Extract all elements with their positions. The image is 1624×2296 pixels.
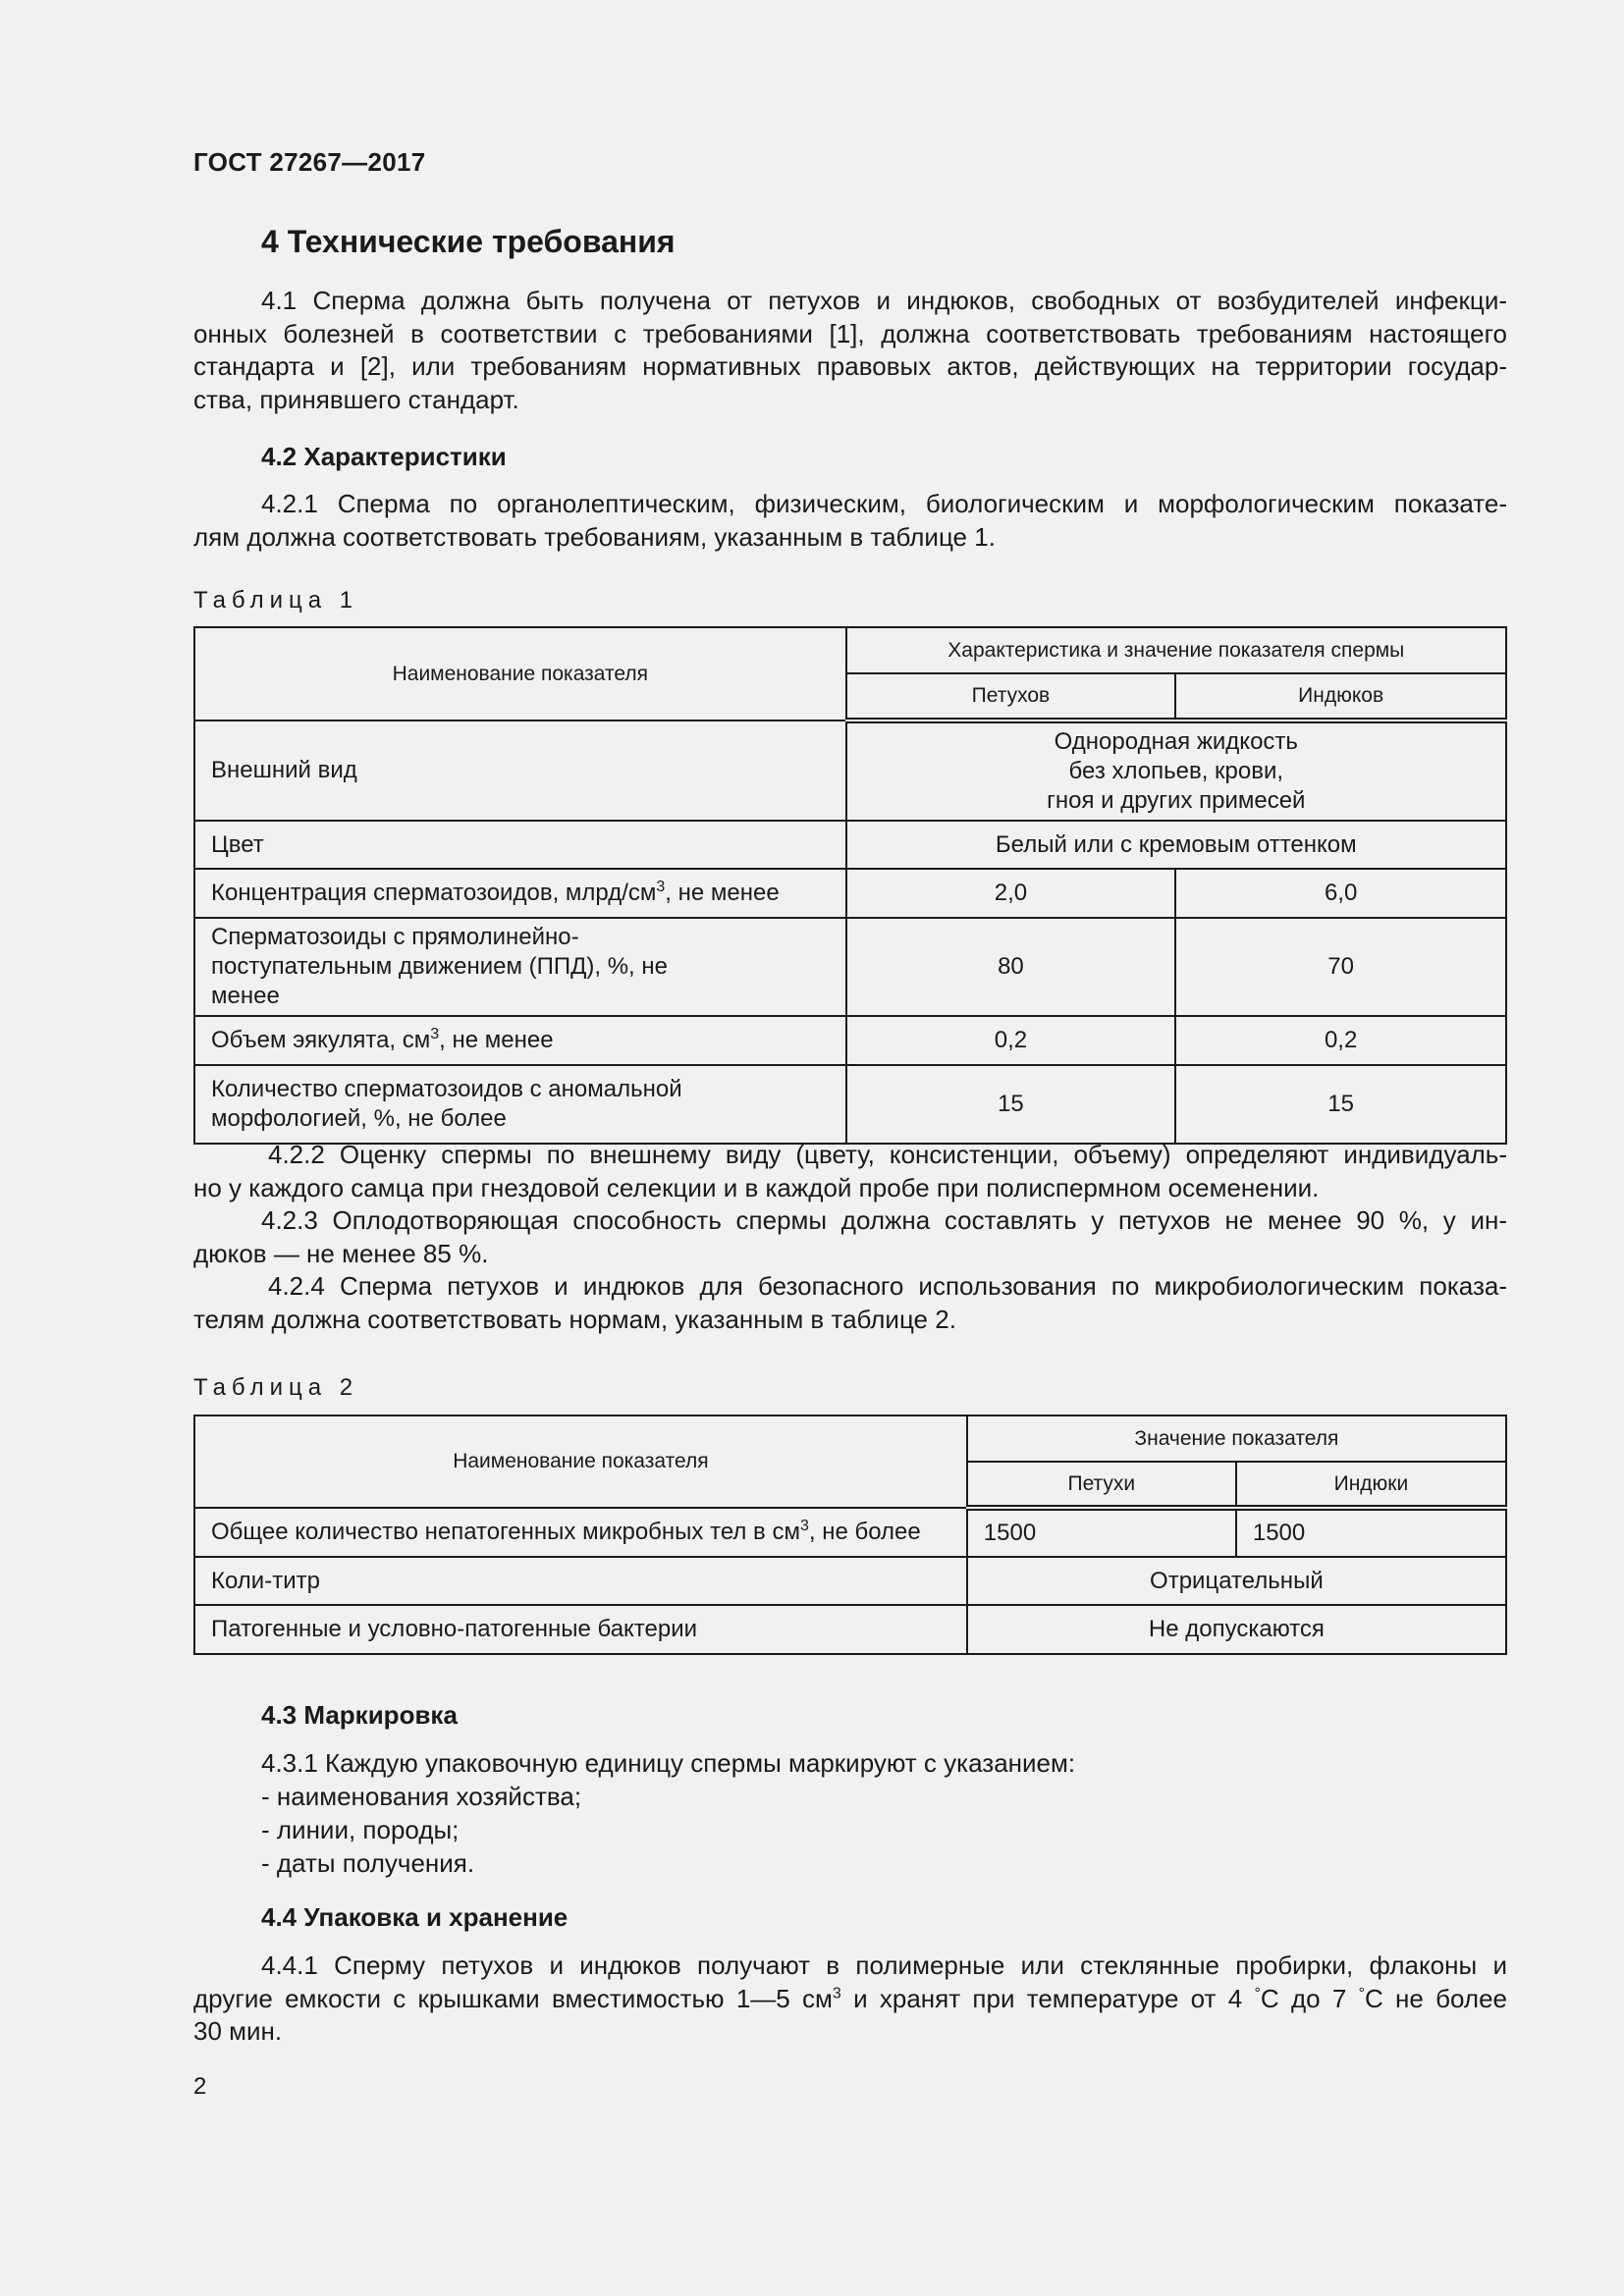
superscript: 3	[430, 1026, 440, 1042]
table-row	[194, 821, 1506, 869]
table-2-caption: Таблица 2	[193, 1374, 359, 1401]
paragraph-4-4-1	[193, 1949, 1507, 2049]
table-cell: Отрицательный	[967, 1557, 1506, 1605]
degree-sign: °	[1358, 1984, 1365, 2002]
table-cell: 80	[846, 918, 1176, 1016]
table-cell: 0,2	[1175, 1016, 1506, 1065]
paragraph-line: дюков — не менее 85 %.	[193, 1238, 489, 1268]
page-number: 2	[193, 2073, 207, 2100]
table-row	[194, 1065, 1506, 1144]
cell-text: , не менее	[439, 1027, 554, 1053]
table-row	[194, 1508, 1506, 1557]
list-item: - линии, породы;	[261, 1815, 460, 1844]
table-cell: Количество сперматозоидов с аномальной морфологией, %, не более	[194, 1065, 846, 1144]
table-cell: 0,2	[846, 1016, 1176, 1065]
list-item: - наименования хозяйства;	[261, 1782, 582, 1811]
paragraph-line: 4.4.1 Сперму петухов и индюков получают в полимерные или стеклянные пробирки, флаконы и	[261, 1950, 1507, 1980]
subsection-title-4-3: 4.3 Маркировка	[261, 1700, 458, 1730]
cell-text: , не более	[808, 1519, 921, 1545]
table-cell: 6,0	[1175, 869, 1506, 918]
table-1-caption: Таблица 1	[193, 587, 359, 614]
table-cell: Патогенные и условно-патогенные бактерии	[194, 1605, 967, 1654]
table-1-header-turkeys: Индюков	[1175, 673, 1506, 721]
degree-sign: °	[1254, 1984, 1261, 2002]
table-row	[194, 1557, 1506, 1605]
table-2	[193, 1415, 1507, 1655]
superscript: 3	[799, 1518, 809, 1534]
paragraph-line: 4.2.3 Оплодотворяющая способность спермы должна составлять у петухов не менее 90 %, у ин-	[261, 1205, 1507, 1235]
paragraph-line: 4.2.4 Сперма петухов и индюков для безопасного использования по микробиологическим показа-	[268, 1271, 1507, 1301]
paragraph-4-2-1	[193, 488, 1507, 554]
subsection-title-4-2: 4.2 Характеристики	[261, 442, 507, 471]
table-cell: Не допускаются	[967, 1605, 1506, 1654]
table-2-header-turkeys: Индюки	[1236, 1462, 1506, 1508]
paragraph-line: но у каждого самца при гнездовой селекции и в каждой пробе при полиспермном осеменении.	[193, 1172, 1320, 1202]
table-cell	[194, 1508, 967, 1557]
paragraph-line: 4.2.2 Оценку спермы по внешнему виду (цвету, консистенции, объему) определяют индивидуаль-	[268, 1140, 1507, 1169]
line-text: С до 7	[1260, 1983, 1359, 2013]
table-cell: 1500	[967, 1508, 1236, 1557]
superscript: 3	[656, 879, 666, 895]
paragraph-line: ства, принявшего стандарт.	[193, 384, 519, 414]
list-item: - даты получения.	[261, 1848, 475, 1878]
table-2-header-roosters: Петухи	[967, 1462, 1236, 1508]
cell-text: Объем эякулята, см	[211, 1027, 431, 1053]
table-cell: 70	[1175, 918, 1506, 1016]
table-row	[194, 1605, 1506, 1654]
table-cell: 1500	[1236, 1508, 1506, 1557]
standard-code: ГОСТ 27267—2017	[193, 147, 426, 177]
table-cell: Коли-титр	[194, 1557, 967, 1605]
table-1-header-roosters: Петухов	[846, 673, 1176, 721]
cell-text: Концентрация сперматозоидов, млрд/см	[211, 880, 657, 906]
paragraph-4-1	[193, 285, 1507, 416]
paragraph-line: 4.1 Сперма должна быть получена от петухов и индюков, свободных от возбудителей инфекци-	[261, 286, 1507, 315]
paragraph-line: лям должна соответствовать требованиям, указанным в таблице 1.	[193, 521, 996, 552]
subsection-title-4-4: 4.4 Упаковка и хранение	[261, 1902, 568, 1932]
line-text: С не более	[1364, 1983, 1507, 2013]
paragraph-line: 4.2.1 Сперма по органолептическим, физическим, биологическим и морфологическим показате-	[261, 489, 1507, 518]
table-2-header-group: Значение показателя	[967, 1415, 1506, 1462]
table-row	[194, 918, 1506, 1016]
table-row	[194, 1016, 1506, 1065]
table-cell: Сперматозоиды с прямолинейно-поступательным движением (ППД), %, не менее	[194, 918, 846, 1016]
table-cell: Белый или с кремовым оттенком	[846, 821, 1506, 869]
table-cell: Внешний вид	[194, 721, 846, 821]
table-1-header-name: Наименование показателя	[194, 627, 846, 721]
table-1-header-group: Характеристика и значение показателя спермы	[846, 627, 1506, 673]
table-row	[194, 869, 1506, 918]
table-row	[194, 721, 1506, 821]
table-cell	[194, 1016, 846, 1065]
table-cell	[194, 869, 846, 918]
table-1	[193, 626, 1507, 1145]
table-cell: Цвет	[194, 821, 846, 869]
paragraph-line	[193, 1983, 1507, 2016]
table-cell: Однородная жидкость без хлопьев, крови, гноя и других примесей	[846, 721, 1506, 821]
line-text: и хранят при температуре от 4	[840, 1983, 1255, 2013]
paragraph-line: онных болезней в соответствии с требованиями [1], должна соответствовать требованиям настоящего	[193, 318, 1507, 348]
paragraph-line: телям должна соответствовать нормам, указанным в таблице 2.	[193, 1304, 956, 1334]
line-text: другие емкости с крышками вместимостью 1—5 см	[193, 1983, 833, 2013]
table-cell: 15	[846, 1065, 1176, 1144]
paragraph-line: 30 мин.	[193, 2016, 283, 2046]
paragraph-line: стандарта и [2], или требованиям нормативных правовых актов, действующих на территории государ-	[193, 351, 1507, 381]
cell-text: Общее количество непатогенных микробных тел в см	[211, 1519, 800, 1545]
paragraph-4-3-1: 4.3.1 Каждую упаковочную единицу спермы маркируют с указанием:	[261, 1748, 1076, 1778]
table-cell: 15	[1175, 1065, 1506, 1144]
cell-text: , не менее	[665, 880, 780, 906]
table-cell: 2,0	[846, 869, 1176, 918]
table-2-header-name: Наименование показателя	[194, 1415, 967, 1508]
section-title: 4 Технические требования	[261, 224, 676, 259]
paragraph-4-2-2	[193, 1139, 1507, 1336]
superscript: 3	[832, 1984, 841, 2002]
